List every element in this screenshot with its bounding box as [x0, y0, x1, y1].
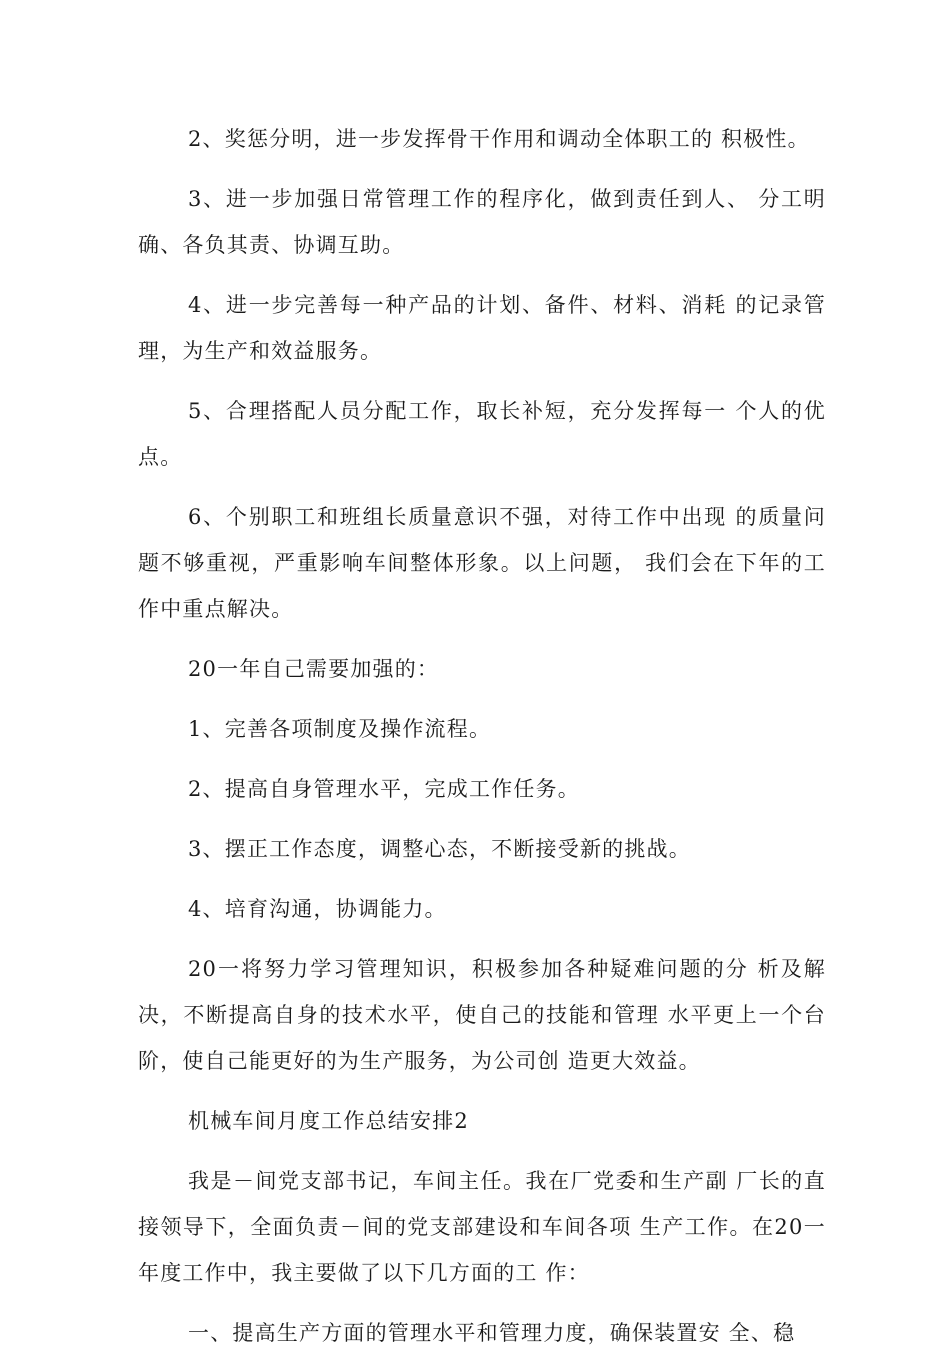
paragraph: 20一年自己需要加强的：	[188, 657, 440, 681]
paragraph: 1、完善各项制度及操作流程。	[188, 717, 492, 741]
paragraph: 20一将努力学习管理知识，积极参加各种疑难问题的分 析及解决，不断提高自身的技术水平，使自己的技能和管理 水平更上一个台阶，使自己能更好的为生产服务，为公司创 造更大效益。	[138, 957, 826, 1073]
paragraph: 4、进一步完善每一种产品的计划、备件、材料、消耗 的记录管理，为生产和效益服务。	[138, 293, 826, 363]
document-body	[138, 116, 826, 1370]
paragraph: 5、合理搭配人员分配工作，取长补短，充分发挥每一 个人的优点。	[138, 399, 826, 469]
paragraph: 4、培育沟通，协调能力。	[188, 897, 447, 921]
paragraph: 2、奖惩分明，进一步发挥骨干作用和调动全体职工的 积极性。	[188, 127, 810, 151]
paragraph: 我是－间党支部书记，车间主任。我在厂党委和生产副 厂长的直接领导下，全面负责－间的党支部建设和车间各项 生产工作。在20一年度工作中，我主要做了以下几方面的工 作：	[138, 1169, 826, 1285]
paragraph: 3、摆正工作态度，调整心态，不断接受新的挑战。	[188, 837, 691, 861]
section-heading: 机械车间月度工作总结安排2	[188, 1109, 469, 1133]
paragraph: 一、提高生产方面的管理水平和管理力度，确保装置安 全、稳	[188, 1321, 796, 1345]
paragraph: 2、提高自身管理水平，完成工作任务。	[188, 777, 580, 801]
paragraph: 3、进一步加强日常管理工作的程序化，做到责任到人、 分工明确、各负其责、协调互助。	[138, 187, 826, 257]
paragraph: 6、个别职工和班组长质量意识不强，对待工作中出现 的质量问题不够重视，严重影响车间整体形象。以上问题， 我们会在下年的工作中重点解决。	[138, 505, 826, 621]
